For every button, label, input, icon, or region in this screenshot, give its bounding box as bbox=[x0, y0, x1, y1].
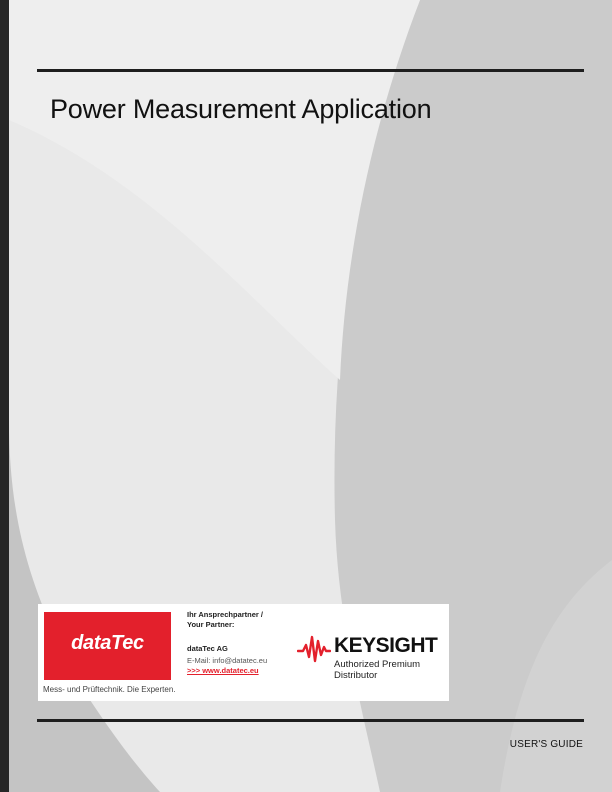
keysight-badge-line2: Distributor bbox=[334, 670, 378, 681]
document-type-label: USER'S GUIDE bbox=[509, 739, 583, 750]
contact-email[interactable]: E-Mail: info@datatec.eu bbox=[187, 656, 268, 665]
datatec-logo-text: dataTec bbox=[71, 632, 144, 654]
keysight-wave-icon bbox=[297, 633, 331, 663]
top-rule bbox=[37, 69, 584, 72]
contact-website-link[interactable]: >>> www.datatec.eu bbox=[187, 666, 259, 675]
datatec-logo bbox=[44, 612, 171, 680]
contact-company: dataTec AG bbox=[187, 644, 228, 653]
keysight-badge-line1: Authorized Premium bbox=[334, 659, 421, 670]
contact-heading-line2: Your Partner: bbox=[187, 620, 235, 629]
datatec-tagline: Mess- und Prüftechnik. Die Experten. bbox=[43, 685, 176, 694]
left-edge-strip bbox=[0, 0, 9, 792]
keysight-logo-text: KEYSIGHT bbox=[334, 634, 438, 657]
contact-heading-line1: Ihr Ansprechpartner / bbox=[187, 610, 263, 619]
keysight-badge bbox=[334, 659, 420, 681]
document-title: Power Measurement Application bbox=[50, 94, 432, 124]
distributor-banner bbox=[38, 604, 449, 701]
bottom-rule bbox=[37, 719, 584, 722]
contact-block bbox=[187, 610, 267, 676]
